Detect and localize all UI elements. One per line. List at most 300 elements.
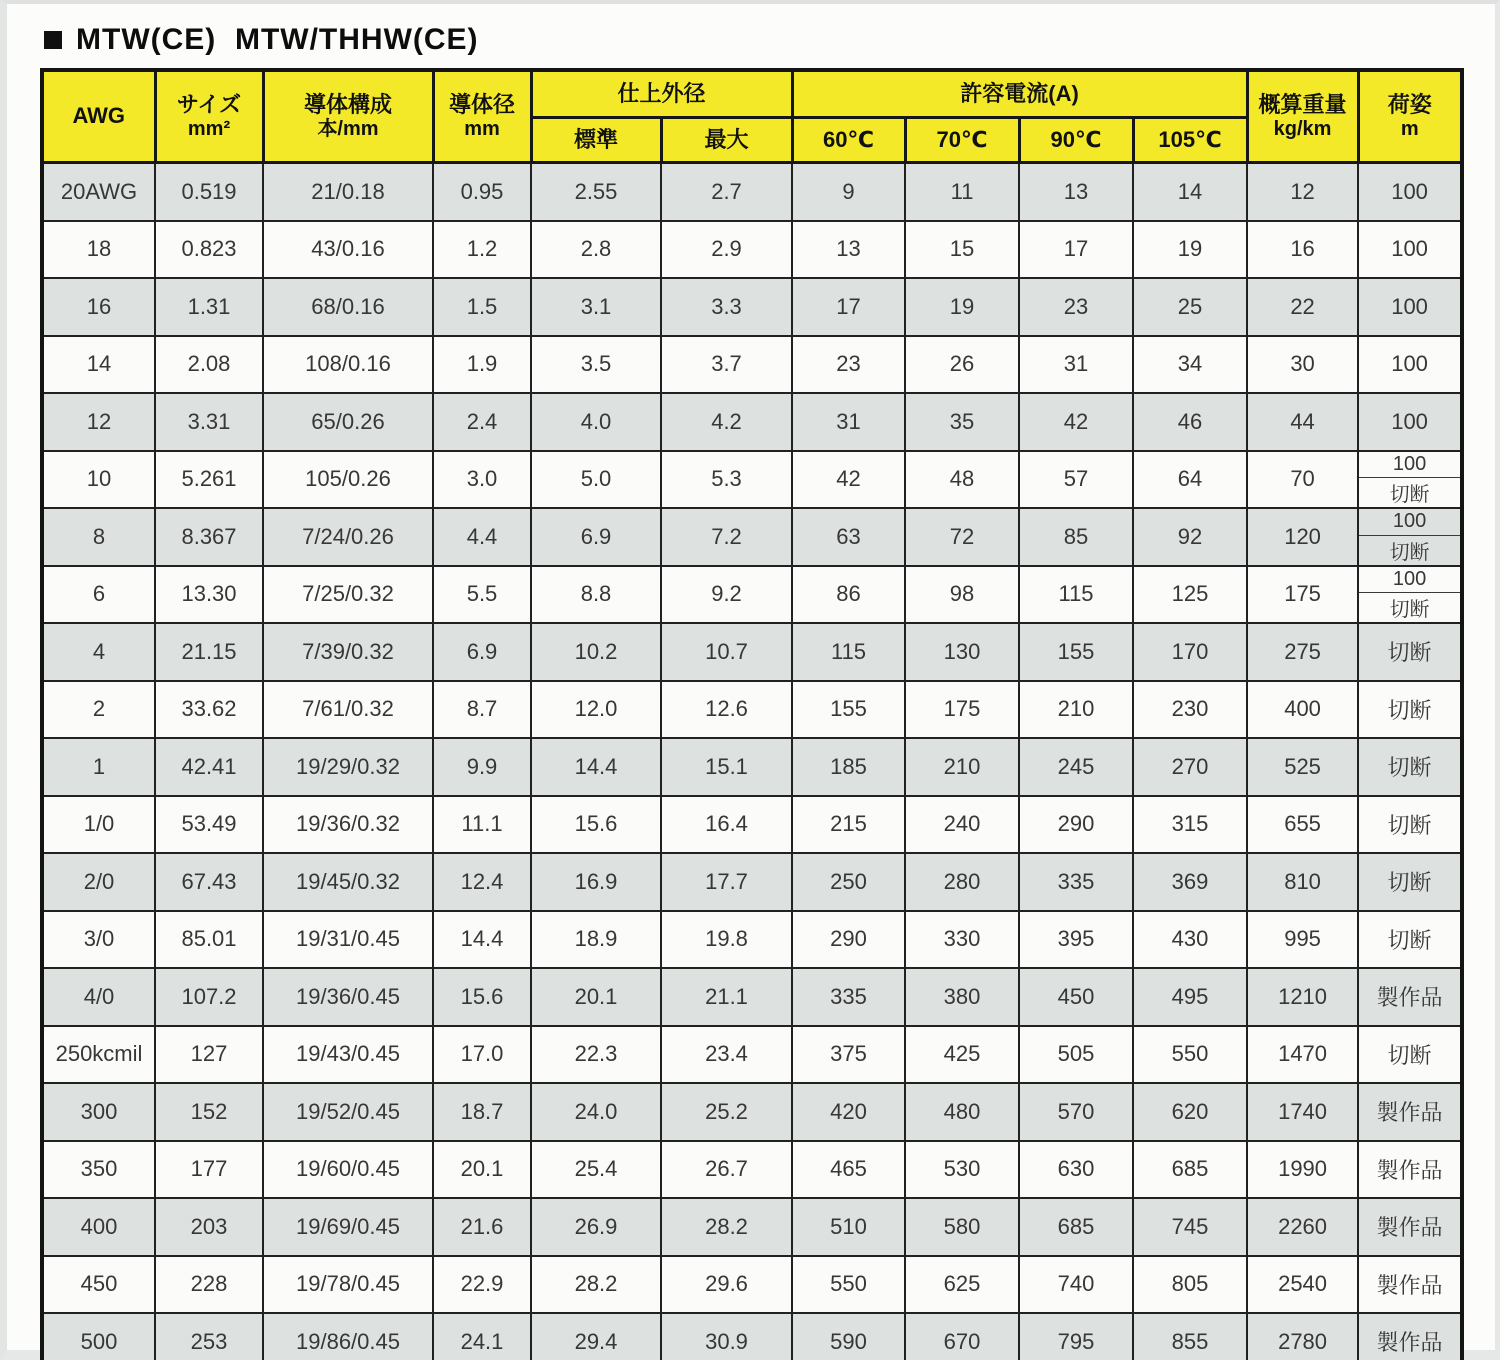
- col-header-temp-105: 105℃: [1133, 118, 1247, 163]
- cell-conductor: 19/36/0.45: [263, 968, 433, 1026]
- table-row: [42, 1083, 1462, 1141]
- cell-packing: 切断: [1358, 796, 1462, 854]
- cell-od-max: 15.1: [661, 738, 792, 796]
- cell-size: 152: [155, 1083, 263, 1141]
- packing-subcell: 100: [1359, 509, 1460, 536]
- cell-diameter: 12.4: [433, 853, 531, 911]
- table-row: [42, 623, 1462, 681]
- cell-packing: 100: [1358, 163, 1462, 221]
- cell-awg: 450: [42, 1256, 155, 1314]
- cell-amp-60: 215: [792, 796, 905, 854]
- cell-conductor: 108/0.16: [263, 336, 433, 394]
- cell-od-max: 2.7: [661, 163, 792, 221]
- cell-conductor: 7/25/0.32: [263, 566, 433, 624]
- cell-amp-70: 48: [905, 451, 1019, 509]
- cell-od-standard: 6.9: [531, 508, 661, 566]
- title-row: [44, 22, 479, 58]
- table-row: [42, 163, 1462, 221]
- cell-packing: 切断: [1358, 738, 1462, 796]
- cell-awg: 2/0: [42, 853, 155, 911]
- cell-weight: 1740: [1247, 1083, 1358, 1141]
- cell-od-max: 3.3: [661, 278, 792, 336]
- cell-weight: 995: [1247, 911, 1358, 969]
- cell-amp-105: 685: [1133, 1141, 1247, 1199]
- cell-amp-60: 13: [792, 221, 905, 279]
- table-row: [42, 336, 1462, 394]
- cell-od-standard: 2.55: [531, 163, 661, 221]
- cell-size: 13.30: [155, 566, 263, 624]
- cell-od-standard: 12.0: [531, 681, 661, 739]
- cell-amp-60: 63: [792, 508, 905, 566]
- cell-amp-105: 230: [1133, 681, 1247, 739]
- table-body: [42, 163, 1462, 1360]
- cell-weight: 1990: [1247, 1141, 1358, 1199]
- cell-od-max: 5.3: [661, 451, 792, 509]
- cell-od-max: 23.4: [661, 1026, 792, 1084]
- square-bullet-icon: [44, 31, 62, 49]
- cell-awg: 6: [42, 566, 155, 624]
- cell-size: 203: [155, 1198, 263, 1256]
- cell-amp-90: 23: [1019, 278, 1133, 336]
- cell-conductor: 43/0.16: [263, 221, 433, 279]
- cell-amp-70: 11: [905, 163, 1019, 221]
- cell-amp-70: 670: [905, 1313, 1019, 1360]
- cell-amp-70: 130: [905, 623, 1019, 681]
- table-row: [42, 221, 1462, 279]
- cell-od-max: 21.1: [661, 968, 792, 1026]
- cell-amp-60: 375: [792, 1026, 905, 1084]
- cell-awg: 4: [42, 623, 155, 681]
- cell-od-standard: 8.8: [531, 566, 661, 624]
- col-header-size-label: サイズ: [176, 91, 242, 117]
- cell-amp-105: 805: [1133, 1256, 1247, 1314]
- cell-amp-105: 745: [1133, 1198, 1247, 1256]
- packing-split: [1359, 452, 1460, 508]
- cell-od-standard: 4.0: [531, 393, 661, 451]
- cell-od-max: 7.2: [661, 508, 792, 566]
- cell-amp-70: 240: [905, 796, 1019, 854]
- col-header-od-max: 最大: [661, 118, 792, 163]
- header-row-1: [42, 70, 1462, 118]
- cell-conductor: 19/29/0.32: [263, 738, 433, 796]
- cell-amp-105: 19: [1133, 221, 1247, 279]
- cell-amp-70: 175: [905, 681, 1019, 739]
- cell-diameter: 5.5: [433, 566, 531, 624]
- cell-diameter: 1.9: [433, 336, 531, 394]
- cell-diameter: 1.2: [433, 221, 531, 279]
- cell-diameter: 21.6: [433, 1198, 531, 1256]
- cell-od-standard: 3.1: [531, 278, 661, 336]
- cell-amp-90: 795: [1019, 1313, 1133, 1360]
- cell-od-standard: 18.9: [531, 911, 661, 969]
- cell-packing: 切断: [1358, 1026, 1462, 1084]
- col-header-packing-unit: m: [1400, 117, 1419, 140]
- cell-packing: 製作品: [1358, 968, 1462, 1026]
- cell-amp-60: 155: [792, 681, 905, 739]
- cell-conductor: 19/86/0.45: [263, 1313, 433, 1360]
- table-row: [42, 1141, 1462, 1199]
- cell-packing: 100: [1358, 336, 1462, 394]
- cell-diameter: 8.7: [433, 681, 531, 739]
- cell-packing: 切断: [1358, 623, 1462, 681]
- cell-diameter: 22.9: [433, 1256, 531, 1314]
- cell-amp-90: 245: [1019, 738, 1133, 796]
- cell-packing: 製作品: [1358, 1083, 1462, 1141]
- cell-amp-70: 98: [905, 566, 1019, 624]
- cell-amp-105: 550: [1133, 1026, 1247, 1084]
- cell-awg: 14: [42, 336, 155, 394]
- cell-weight: 810: [1247, 853, 1358, 911]
- cell-awg: 300: [42, 1083, 155, 1141]
- cell-packing: 切断: [1358, 911, 1462, 969]
- cell-amp-90: 17: [1019, 221, 1133, 279]
- cell-amp-70: 210: [905, 738, 1019, 796]
- cell-od-standard: 14.4: [531, 738, 661, 796]
- cell-size: 33.62: [155, 681, 263, 739]
- table-row: [42, 278, 1462, 336]
- col-header-weight-label: 概算重量: [1258, 91, 1347, 117]
- cell-diameter: 18.7: [433, 1083, 531, 1141]
- cell-amp-90: 335: [1019, 853, 1133, 911]
- table-row: [42, 1026, 1462, 1084]
- cell-amp-60: 115: [792, 623, 905, 681]
- cell-amp-90: 290: [1019, 796, 1133, 854]
- col-header-awg-label: AWG: [72, 103, 126, 129]
- cell-od-standard: 26.9: [531, 1198, 661, 1256]
- col-header-weight-unit: kg/km: [1273, 117, 1332, 140]
- cell-weight: 2260: [1247, 1198, 1358, 1256]
- cell-amp-60: 420: [792, 1083, 905, 1141]
- cell-amp-60: 23: [792, 336, 905, 394]
- cell-amp-90: 740: [1019, 1256, 1133, 1314]
- cell-weight: 400: [1247, 681, 1358, 739]
- col-header-finished-od: 仕上外径: [531, 70, 792, 118]
- cell-conductor: 65/0.26: [263, 393, 433, 451]
- cell-conductor: 19/52/0.45: [263, 1083, 433, 1141]
- cell-weight: 16: [1247, 221, 1358, 279]
- cell-od-max: 28.2: [661, 1198, 792, 1256]
- cell-od-max: 16.4: [661, 796, 792, 854]
- cell-amp-60: 9: [792, 163, 905, 221]
- cell-od-max: 9.2: [661, 566, 792, 624]
- cell-amp-105: 430: [1133, 911, 1247, 969]
- cell-od-standard: 25.4: [531, 1141, 661, 1199]
- cell-size: 21.15: [155, 623, 263, 681]
- col-header-size-unit: mm²: [187, 117, 231, 140]
- table-row: [42, 393, 1462, 451]
- cell-size: 42.41: [155, 738, 263, 796]
- packing-subcell: 切断: [1389, 541, 1430, 564]
- cell-amp-105: 14: [1133, 163, 1247, 221]
- table-row: [42, 681, 1462, 739]
- cell-weight: 1470: [1247, 1026, 1358, 1084]
- cell-amp-60: 465: [792, 1141, 905, 1199]
- cell-packing: 100: [1358, 393, 1462, 451]
- col-header-weight: [1247, 70, 1358, 163]
- cell-od-max: 30.9: [661, 1313, 792, 1360]
- cell-size: 3.31: [155, 393, 263, 451]
- cell-amp-90: 685: [1019, 1198, 1133, 1256]
- cell-od-standard: 22.3: [531, 1026, 661, 1084]
- packing-split: [1359, 509, 1460, 565]
- page-title: MTW(CE) MTW/THHW(CE): [76, 23, 479, 56]
- col-header-packing: [1358, 70, 1462, 163]
- cell-od-max: 4.2: [661, 393, 792, 451]
- cell-weight: 175: [1247, 566, 1358, 624]
- cell-amp-70: 480: [905, 1083, 1019, 1141]
- cell-size: 177: [155, 1141, 263, 1199]
- cell-amp-105: 315: [1133, 796, 1247, 854]
- packing-subcell: 100: [1359, 567, 1460, 594]
- cell-od-standard: 29.4: [531, 1313, 661, 1360]
- cell-od-max: 3.7: [661, 336, 792, 394]
- cell-amp-90: 630: [1019, 1141, 1133, 1199]
- col-header-size: [155, 70, 263, 163]
- cell-conductor: 19/36/0.32: [263, 796, 433, 854]
- cell-awg: 20AWG: [42, 163, 155, 221]
- col-header-conductor-label: 導体構成: [303, 91, 392, 117]
- table-row: [42, 911, 1462, 969]
- cell-conductor: 19/45/0.32: [263, 853, 433, 911]
- col-header-od-standard: 標準: [531, 118, 661, 163]
- cell-awg: 1: [42, 738, 155, 796]
- cell-packing: [1358, 508, 1462, 566]
- cell-amp-90: 31: [1019, 336, 1133, 394]
- table-row: [42, 796, 1462, 854]
- cell-amp-90: 450: [1019, 968, 1133, 1026]
- cell-conductor: 7/24/0.26: [263, 508, 433, 566]
- cell-size: 0.823: [155, 221, 263, 279]
- cell-conductor: 19/60/0.45: [263, 1141, 433, 1199]
- cell-amp-70: 330: [905, 911, 1019, 969]
- cell-diameter: 9.9: [433, 738, 531, 796]
- cell-amp-60: 590: [792, 1313, 905, 1360]
- cell-od-standard: 16.9: [531, 853, 661, 911]
- cell-amp-105: 369: [1133, 853, 1247, 911]
- cell-conductor: 19/31/0.45: [263, 911, 433, 969]
- cell-amp-90: 570: [1019, 1083, 1133, 1141]
- cell-amp-105: 270: [1133, 738, 1247, 796]
- cell-weight: 120: [1247, 508, 1358, 566]
- cell-amp-70: 580: [905, 1198, 1019, 1256]
- cell-size: 253: [155, 1313, 263, 1360]
- cell-size: 5.261: [155, 451, 263, 509]
- cell-packing: 切断: [1358, 681, 1462, 739]
- cell-conductor: 68/0.16: [263, 278, 433, 336]
- cell-diameter: 1.5: [433, 278, 531, 336]
- col-header-awg: [42, 70, 155, 163]
- cell-awg: 4/0: [42, 968, 155, 1026]
- cell-amp-60: 250: [792, 853, 905, 911]
- packing-subcell: 100: [1359, 452, 1460, 479]
- cell-diameter: 3.0: [433, 451, 531, 509]
- packing-split: [1359, 567, 1460, 623]
- col-header-diameter-label: 導体径: [448, 91, 515, 117]
- cell-conductor: 19/78/0.45: [263, 1256, 433, 1314]
- cell-amp-90: 505: [1019, 1026, 1133, 1084]
- cell-amp-60: 290: [792, 911, 905, 969]
- cell-amp-90: 13: [1019, 163, 1133, 221]
- wire-spec-table: [40, 68, 1464, 1360]
- cell-amp-105: 620: [1133, 1083, 1247, 1141]
- cell-awg: 3/0: [42, 911, 155, 969]
- table-row: [42, 1313, 1462, 1360]
- cell-od-max: 17.7: [661, 853, 792, 911]
- col-header-ampacity: 許容電流(A): [792, 70, 1247, 118]
- cell-od-standard: 28.2: [531, 1256, 661, 1314]
- cell-amp-70: 26: [905, 336, 1019, 394]
- table-row: [42, 968, 1462, 1026]
- col-header-diameter-unit: mm: [464, 117, 500, 140]
- cell-size: 127: [155, 1026, 263, 1084]
- cell-od-standard: 20.1: [531, 968, 661, 1026]
- cell-awg: 10: [42, 451, 155, 509]
- cell-amp-90: 210: [1019, 681, 1133, 739]
- cell-od-standard: 15.6: [531, 796, 661, 854]
- cell-amp-90: 57: [1019, 451, 1133, 509]
- table-header: [42, 70, 1462, 163]
- cell-size: 2.08: [155, 336, 263, 394]
- cell-diameter: 6.9: [433, 623, 531, 681]
- cell-amp-70: 19: [905, 278, 1019, 336]
- cell-amp-105: 495: [1133, 968, 1247, 1026]
- cell-amp-105: 46: [1133, 393, 1247, 451]
- cell-weight: 525: [1247, 738, 1358, 796]
- cell-size: 228: [155, 1256, 263, 1314]
- cell-od-standard: 5.0: [531, 451, 661, 509]
- cell-size: 85.01: [155, 911, 263, 969]
- cell-diameter: 0.95: [433, 163, 531, 221]
- cell-weight: 2540: [1247, 1256, 1358, 1314]
- table-row: [42, 566, 1462, 624]
- cell-awg: 2: [42, 681, 155, 739]
- cell-awg: 12: [42, 393, 155, 451]
- cell-od-max: 25.2: [661, 1083, 792, 1141]
- cell-amp-60: 510: [792, 1198, 905, 1256]
- cell-conductor: 105/0.26: [263, 451, 433, 509]
- cell-amp-90: 395: [1019, 911, 1133, 969]
- cell-diameter: 11.1: [433, 796, 531, 854]
- cell-amp-70: 530: [905, 1141, 1019, 1199]
- cell-packing: 切断: [1358, 853, 1462, 911]
- cell-od-max: 10.7: [661, 623, 792, 681]
- cell-od-max: 29.6: [661, 1256, 792, 1314]
- cell-weight: 1210: [1247, 968, 1358, 1026]
- cell-packing: 製作品: [1358, 1198, 1462, 1256]
- cell-amp-90: 155: [1019, 623, 1133, 681]
- cell-amp-90: 85: [1019, 508, 1133, 566]
- table-row: [42, 738, 1462, 796]
- cell-amp-60: 185: [792, 738, 905, 796]
- cell-od-standard: 3.5: [531, 336, 661, 394]
- cell-amp-105: 170: [1133, 623, 1247, 681]
- cell-weight: 70: [1247, 451, 1358, 509]
- cell-diameter: 20.1: [433, 1141, 531, 1199]
- table-row: [42, 853, 1462, 911]
- cell-diameter: 4.4: [433, 508, 531, 566]
- cell-diameter: 2.4: [433, 393, 531, 451]
- col-header-temp-90: 90℃: [1019, 118, 1133, 163]
- cell-amp-90: 42: [1019, 393, 1133, 451]
- cell-size: 67.43: [155, 853, 263, 911]
- cell-weight: 275: [1247, 623, 1358, 681]
- table-row: [42, 451, 1462, 509]
- table-row: [42, 1256, 1462, 1314]
- cell-od-standard: 24.0: [531, 1083, 661, 1141]
- col-header-diameter: [433, 70, 531, 163]
- cell-amp-60: 86: [792, 566, 905, 624]
- cell-diameter: 15.6: [433, 968, 531, 1026]
- cell-od-max: 26.7: [661, 1141, 792, 1199]
- cell-weight: 44: [1247, 393, 1358, 451]
- cell-amp-70: 72: [905, 508, 1019, 566]
- cell-awg: 1/0: [42, 796, 155, 854]
- cell-packing: 製作品: [1358, 1313, 1462, 1360]
- cell-size: 8.367: [155, 508, 263, 566]
- cell-conductor: 7/61/0.32: [263, 681, 433, 739]
- cell-packing: [1358, 566, 1462, 624]
- cell-diameter: 17.0: [433, 1026, 531, 1084]
- col-header-temp-70: 70℃: [905, 118, 1019, 163]
- cell-amp-60: 335: [792, 968, 905, 1026]
- cell-awg: 16: [42, 278, 155, 336]
- cell-amp-70: 625: [905, 1256, 1019, 1314]
- cell-amp-60: 550: [792, 1256, 905, 1314]
- cell-awg: 250kcmil: [42, 1026, 155, 1084]
- cell-size: 0.519: [155, 163, 263, 221]
- cell-awg: 8: [42, 508, 155, 566]
- cell-amp-70: 425: [905, 1026, 1019, 1084]
- col-header-conductor-unit: 本/mm: [317, 117, 379, 140]
- cell-weight: 22: [1247, 278, 1358, 336]
- cell-amp-105: 125: [1133, 566, 1247, 624]
- cell-awg: 400: [42, 1198, 155, 1256]
- cell-packing: 製作品: [1358, 1256, 1462, 1314]
- cell-amp-105: 25: [1133, 278, 1247, 336]
- cell-od-max: 12.6: [661, 681, 792, 739]
- cell-diameter: 14.4: [433, 911, 531, 969]
- cell-weight: 30: [1247, 336, 1358, 394]
- cell-diameter: 24.1: [433, 1313, 531, 1360]
- cell-amp-60: 42: [792, 451, 905, 509]
- table-row: [42, 1198, 1462, 1256]
- cell-amp-70: 35: [905, 393, 1019, 451]
- table-row: [42, 508, 1462, 566]
- cell-od-standard: 10.2: [531, 623, 661, 681]
- cell-od-standard: 2.8: [531, 221, 661, 279]
- cell-conductor: 19/69/0.45: [263, 1198, 433, 1256]
- cell-amp-70: 380: [905, 968, 1019, 1026]
- cell-size: 53.49: [155, 796, 263, 854]
- cell-awg: 18: [42, 221, 155, 279]
- cell-amp-105: 855: [1133, 1313, 1247, 1360]
- packing-subcell: 切断: [1389, 484, 1430, 506]
- cell-amp-105: 34: [1133, 336, 1247, 394]
- cell-conductor: 21/0.18: [263, 163, 433, 221]
- cell-size: 107.2: [155, 968, 263, 1026]
- col-header-temp-60: 60℃: [792, 118, 905, 163]
- cell-amp-70: 15: [905, 221, 1019, 279]
- cell-awg: 350: [42, 1141, 155, 1199]
- cell-amp-90: 115: [1019, 566, 1133, 624]
- cell-packing: [1358, 451, 1462, 509]
- cell-weight: 2780: [1247, 1313, 1358, 1360]
- cell-weight: 12: [1247, 163, 1358, 221]
- cell-conductor: 19/43/0.45: [263, 1026, 433, 1084]
- cell-packing: 100: [1358, 278, 1462, 336]
- cell-od-max: 19.8: [661, 911, 792, 969]
- cell-packing: 製作品: [1358, 1141, 1462, 1199]
